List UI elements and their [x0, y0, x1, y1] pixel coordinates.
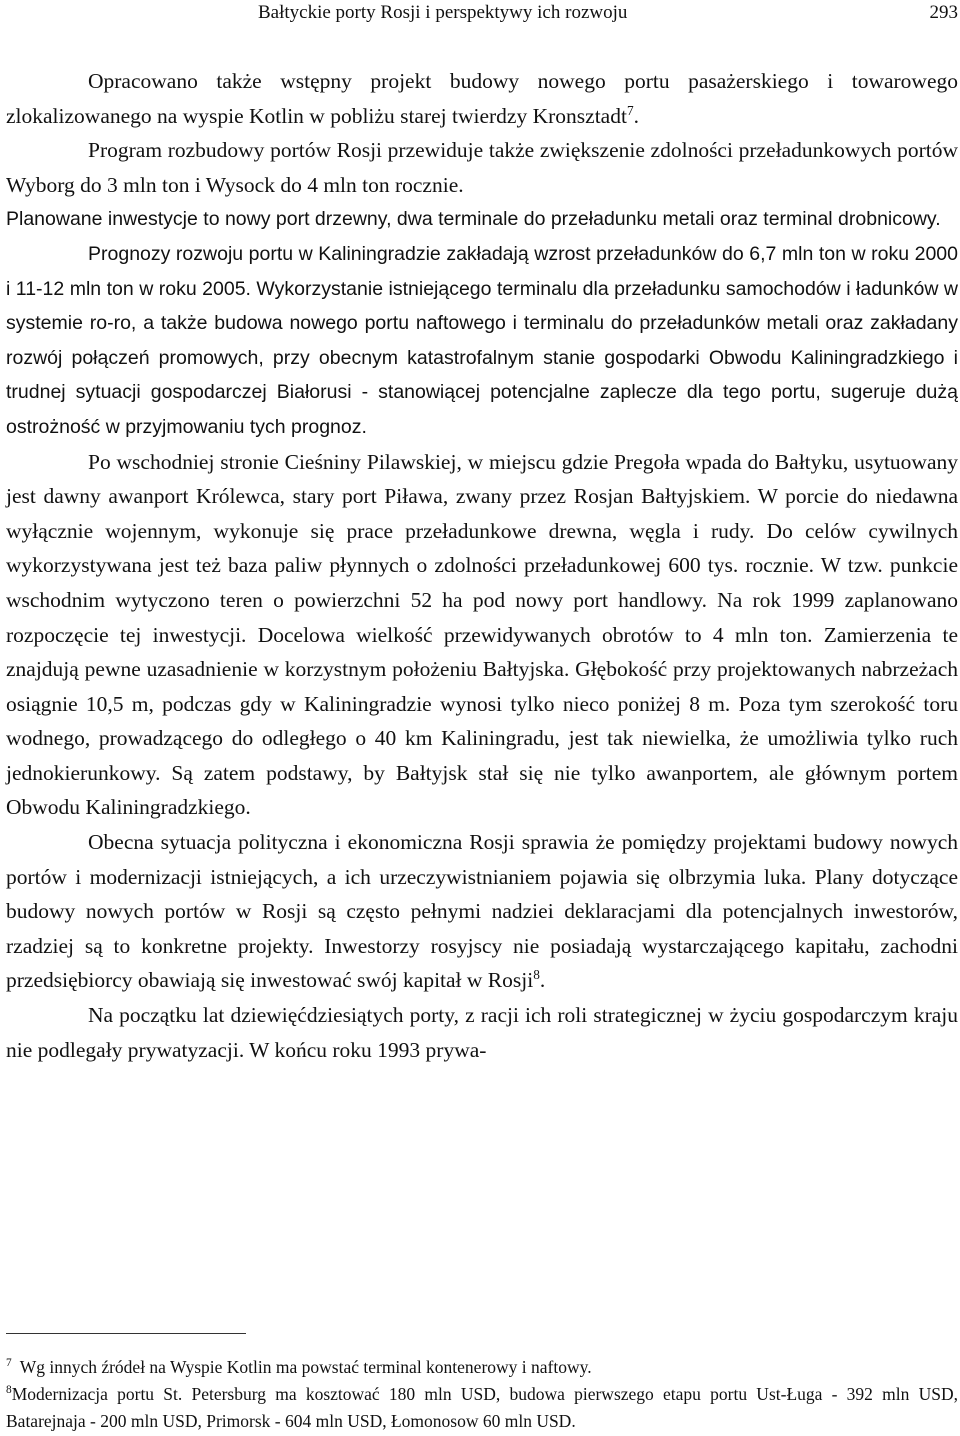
footnote-mark-8: 8 — [6, 1384, 12, 1397]
footnote-text-7: Wg innych źródeł na Wyspie Kotlin ma powstać terminal kontenerowy i naftowy. — [19, 1357, 592, 1377]
running-title: Bałtyckie porty Rosji i perspektywy ich rozwoju — [258, 2, 628, 23]
footnote-ref-7[interactable]: 7 — [626, 102, 634, 118]
paragraph-baltiysk: Po wschodniej stronie Cieśniny Pilawskiej, w miejscu gdzie Pregoła wpada do Bałtyku, usytuowany jest dawny awanport Królewca, stary port Piława, zwany przez Rosjan Bałtyjskiem. W porcie do niedawna wyłącznie wojennym, wykonuje się prace przeładunkowe drewna, węgla i rudy. Do celów cywilnych wykorzystywana jest też baza paliw płynnych o zdolności przeładunkowej 600 tys. rocznie. W tzw. punkcie wschodnim wytyczono teren o powierzchni 52 ha pod nowy port handlowy. Na rok 1999 zaplanowano rozpoczęcie tej inwestycji. Docelowa wielkość przewidywanych obrotów to 4 mln ton. Zamierzenia te znajdują pewne uzasadnienie w korzystnym położeniu Bałtyjska. Głębokość przy projektowanych nabrzeżach osiągnie 10,5 m, podczas gdy w Kaliningradzie wynosi tylko nieco poniżej 8 m. Poza tym szerokość toru wodnego, prowadzącego do odległego o 40 km Kaliningradu, jest tak niewielka, że umożliwia tylko ruch jednokierunkowy. Są zatem podstawy, by Bałtyjsk stał się nie tylko awanportem, ale głównym portem Obwodu Kaliningradzkiego. — [6, 449, 958, 820]
running-header — [258, 0, 958, 26]
footnote-divider — [6, 1333, 246, 1334]
footnote-text-8: Modernizacja portu St. Petersburg ma kosztować 180 mln USD, budowa pierwszego etapu portu Ust-Ługa - 392 mln USD, Batarejnaja - 200 mln USD, Primorsk - 604 mln USD, Łomonosow 60 mln USD. — [6, 1384, 958, 1431]
paragraph-privatization: Na początku lat dziewięćdziesiątych porty, z racji ich roli strategicznej w życiu gospodarczym kraju nie podlegały prywatyzacji. W końcu roku 1993 prywa- — [6, 1003, 958, 1062]
footnote-7 — [6, 1354, 958, 1381]
footnote-mark-7: 7 — [6, 1357, 12, 1370]
paragraph-planned-investments: Planowane inwestycje to nowy port drzewny, dwa terminale do przeładunku metali oraz terminal drobnicowy. — [6, 208, 941, 231]
footnote-ref-8[interactable]: 8 — [533, 967, 540, 983]
paragraph-kaliningrad-forecast: Prognozy rozwoju portu w Kaliningradzie zakładają wzrost przeładunków do 6,7 mln ton w roku 2000 i 11-12 mln ton w roku 2005. Wykorzystanie istniejącego terminalu dla przeładunku samochodów i ładunków w systemie ro-ro, a także budowa nowego portu naftowego i terminalu do przeładunków metali oraz zakładany rozwój połączeń promowych, przy obecnym katastrofalnym stanie gospodarki Obwodu Kaliningradzkiego i trudnej sytuacji gospodarczej Białorusi - stanowiącej potencjalne zaplecze dla tego portu, sugeruje dużą ostrożność w przyjmowaniu tych prognoz. — [6, 242, 958, 438]
page-number: 293 — [929, 2, 958, 23]
paragraph-kotlin: Opracowano także wstępny projekt budowy nowego portu pasażerskiego i towarowego zlokalizowanego na wyspie Kotlin w pobliżu starej twierdzy Kronsztadt$^7$. — [6, 69, 958, 128]
footnotes — [6, 1354, 958, 1435]
body-text — [6, 64, 958, 1067]
paragraph-expansion-program: Program rozbudowy portów Rosji przewiduje także zwiększenie zdolności przeładunkowych portów Wyborg do 3 mln ton i Wysock do 4 mln ton rocznie. — [6, 138, 958, 197]
paragraph-political-situation: Obecna sytuacja polityczna i ekonomiczna Rosji sprawia że pomiędzy projektami budowy nowych portów i modernizacji istniejących, a ich urzeczywistnianiem pojawia się olbrzymia luka. Plany dotyczące budowy nowych portów w Rosji są często pełnymi nadziei deklaracjami dla potencjalnych inwestorów, rzadziej są to konkretne projekty. Inwestorzy rosyjscy nie posiadają wystarczającego kapitału, zachodni przedsiębiorcy obawiają się inwestować swój kapitał w Rosji$^8$. — [6, 830, 958, 993]
footnote-8 — [6, 1381, 958, 1435]
